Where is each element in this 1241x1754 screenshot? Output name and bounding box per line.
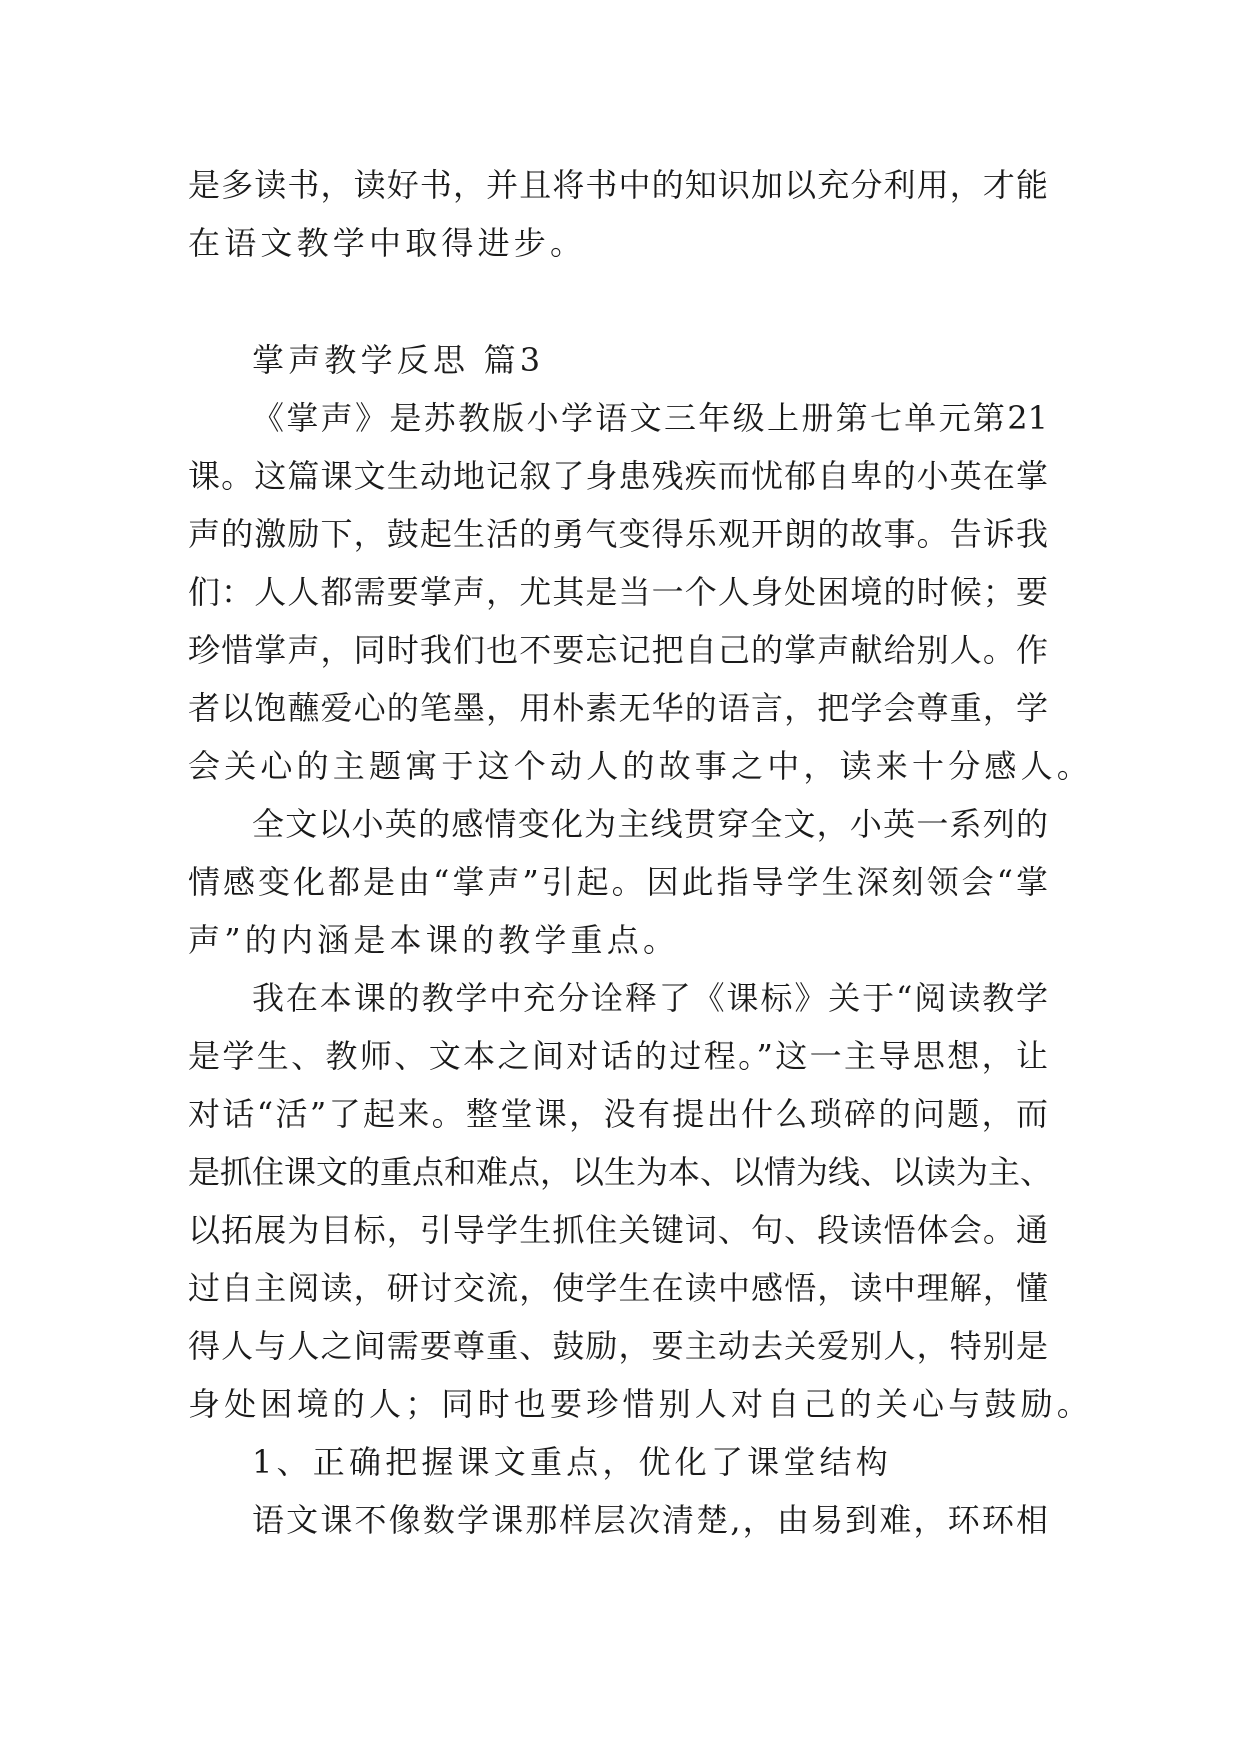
text-line: 情感变化都是由“掌声”引起。因此指导学生深刻领会“掌 xyxy=(188,863,1048,901)
text-line: 以拓展为目标，引导学生抓住关键词、句、段读悟体会。通 xyxy=(188,1211,1048,1249)
text-line: 语文课不像数学课那样层次清楚,，由易到难，环环相 xyxy=(252,1501,1048,1539)
numbered-heading: 1、正确把握课文重点，优化了课堂结构 xyxy=(252,1443,892,1481)
text-line: 课。这篇课文生动地记叙了身患残疾而忧郁自卑的小英在掌 xyxy=(188,457,1048,495)
text-line: 珍惜掌声，同时我们也不要忘记把自己的掌声献给别人。作 xyxy=(188,631,1048,669)
text-line: 会关心的主题寓于这个动人的故事之中，读来十分感人。 xyxy=(188,747,1094,785)
text-line: 在语文教学中取得进步。 xyxy=(188,224,587,262)
text-line: 我在本课的教学中充分诠释了《课标》关于“阅读教学 xyxy=(252,979,1048,1017)
text-line: 声”的内涵是本课的教学重点。 xyxy=(188,921,680,959)
section-heading: 掌声教学反思 篇3 xyxy=(252,341,545,379)
text-line: 是抓住课文的重点和难点，以生为本、以情为线、以读为主、 xyxy=(188,1153,1053,1191)
text-line: 们：人人都需要掌声，尤其是当一个人身处困境的时候；要 xyxy=(188,573,1048,611)
text-line: 是多读书，读好书，并且将书中的知识加以充分利用，才能 xyxy=(188,166,1048,204)
text-line: 得人与人之间需要尊重、鼓励，要主动去关爱别人，特别是 xyxy=(188,1327,1048,1365)
text-line: 过自主阅读，研讨交流，使学生在读中感悟，读中理解，懂 xyxy=(188,1269,1048,1307)
text-line: 者以饱蘸爱心的笔墨，用朴素无华的语言，把学会尊重，学 xyxy=(188,689,1048,727)
text-line: 身处困境的人；同时也要珍惜别人对自己的关心与鼓励。 xyxy=(188,1385,1094,1423)
text-line: 《掌声》是苏教版小学语文三年级上册第七单元第21 xyxy=(252,399,1048,437)
text-line: 全文以小英的感情变化为主线贯穿全文，小英一系列的 xyxy=(252,805,1048,843)
text-line: 对话“活”了起来。整堂课，没有提出什么琐碎的问题，而 xyxy=(188,1095,1048,1133)
text-line: 声的激励下，鼓起生活的勇气变得乐观开朗的故事。告诉我 xyxy=(188,515,1048,553)
text-line: 是学生、教师、文本之间对话的过程。”这一主导思想，让 xyxy=(188,1037,1048,1075)
